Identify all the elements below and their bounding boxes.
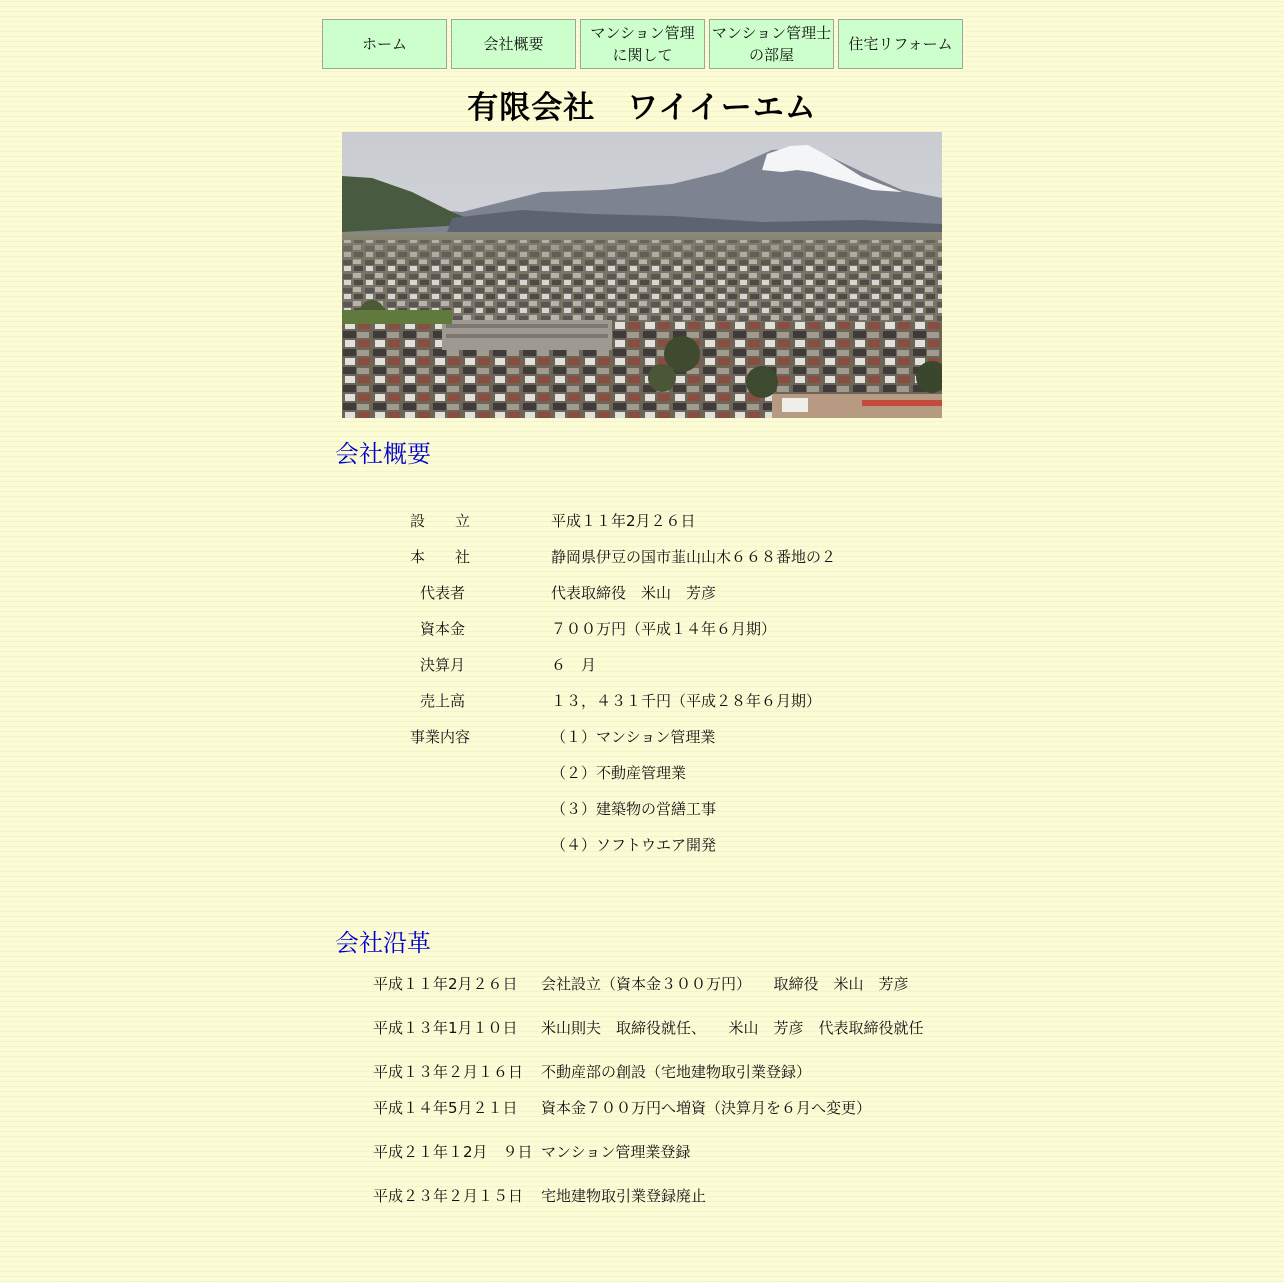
table-row bbox=[370, 1178, 946, 1214]
overview-label bbox=[410, 754, 551, 790]
hero-landscape-image bbox=[342, 132, 942, 418]
page-title: 有限会社 ワイイーエム bbox=[467, 90, 817, 126]
company-history-table bbox=[370, 966, 946, 1214]
overview-value: ６ 月 bbox=[551, 655, 597, 674]
history-date: 平成１１年2月２６日 bbox=[373, 975, 518, 993]
table-row bbox=[370, 1054, 946, 1090]
overview-value: （３）建築物の営繕工事 bbox=[551, 799, 717, 818]
overview-label: 売上高 bbox=[420, 691, 466, 710]
overview-value: 平成１１年2月２６日 bbox=[551, 511, 696, 530]
company-overview-table bbox=[410, 502, 870, 862]
table-row bbox=[410, 574, 870, 610]
table-row bbox=[410, 754, 870, 790]
table-row bbox=[410, 502, 870, 538]
table-row bbox=[410, 682, 870, 718]
overview-label: 資本金 bbox=[420, 619, 466, 638]
history-event: 宅地建物取引業登録廃止 bbox=[541, 1187, 707, 1205]
company-overview-heading: 会社概要 bbox=[335, 440, 431, 468]
history-date: 平成２３年２月１５日 bbox=[373, 1187, 524, 1205]
nav-condo-management-button[interactable]: マンション管理 に関して bbox=[580, 19, 705, 69]
table-row bbox=[410, 538, 870, 574]
history-date: 平成１３年1月１０日 bbox=[373, 1019, 518, 1037]
overview-value: ７００万円（平成１４年６月期） bbox=[551, 619, 777, 638]
overview-label: 本 社 bbox=[410, 547, 471, 566]
company-history-heading: 会社沿革 bbox=[335, 929, 431, 957]
table-row bbox=[410, 790, 870, 826]
history-date: 平成１４年5月２１日 bbox=[373, 1099, 518, 1117]
overview-value: 代表取締役 米山 芳彦 bbox=[551, 583, 717, 602]
overview-value: （２）不動産管理業 bbox=[551, 763, 687, 782]
table-row bbox=[370, 1126, 946, 1178]
overview-value: 静岡県伊豆の国市韮山山木６６８番地の２ bbox=[551, 547, 837, 566]
overview-label: 決算月 bbox=[420, 655, 466, 674]
nav-condo-manager-room-button[interactable]: マンション管理士 の部屋 bbox=[709, 19, 834, 69]
history-event: 会社設立（資本金３００万円） 取締役 米山 芳彦 bbox=[541, 975, 909, 993]
table-row bbox=[410, 826, 870, 862]
table-row bbox=[370, 1090, 946, 1126]
table-row bbox=[370, 966, 946, 1002]
overview-value: （４）ソフトウエア開発 bbox=[551, 835, 717, 854]
table-row bbox=[410, 610, 870, 646]
history-date: 平成２１年１2月 ９日 bbox=[373, 1143, 533, 1161]
history-date: 平成１３年２月１６日 bbox=[373, 1063, 524, 1081]
table-row bbox=[410, 718, 870, 754]
overview-label bbox=[410, 790, 551, 826]
overview-value: １３，４３１千円（平成２８年６月期） bbox=[551, 691, 822, 710]
nav-company-overview-button[interactable]: 会社概要 bbox=[451, 19, 576, 69]
top-navigation bbox=[322, 19, 963, 69]
history-event: マンション管理業登録 bbox=[541, 1143, 691, 1161]
nav-home-button[interactable]: ホーム bbox=[322, 19, 447, 69]
overview-label: 代表者 bbox=[420, 583, 466, 602]
history-event: 資本金７００万円へ増資（決算月を６月へ変更） bbox=[541, 1099, 872, 1117]
table-row bbox=[410, 646, 870, 682]
history-event: 米山則夫 取締役就任、 米山 芳彦 代表取締役就任 bbox=[541, 1019, 924, 1037]
nav-home-reform-button[interactable]: 住宅リフォーム bbox=[838, 19, 963, 69]
table-row bbox=[370, 1002, 946, 1054]
history-event: 不動産部の創設（宅地建物取引業登録） bbox=[541, 1063, 812, 1081]
overview-label: 事業内容 bbox=[410, 727, 471, 746]
overview-value: （１）マンション管理業 bbox=[551, 727, 716, 746]
overview-label: 設 立 bbox=[410, 511, 471, 530]
overview-label bbox=[410, 826, 551, 862]
mount-fuji-town-landscape-icon bbox=[342, 132, 942, 418]
